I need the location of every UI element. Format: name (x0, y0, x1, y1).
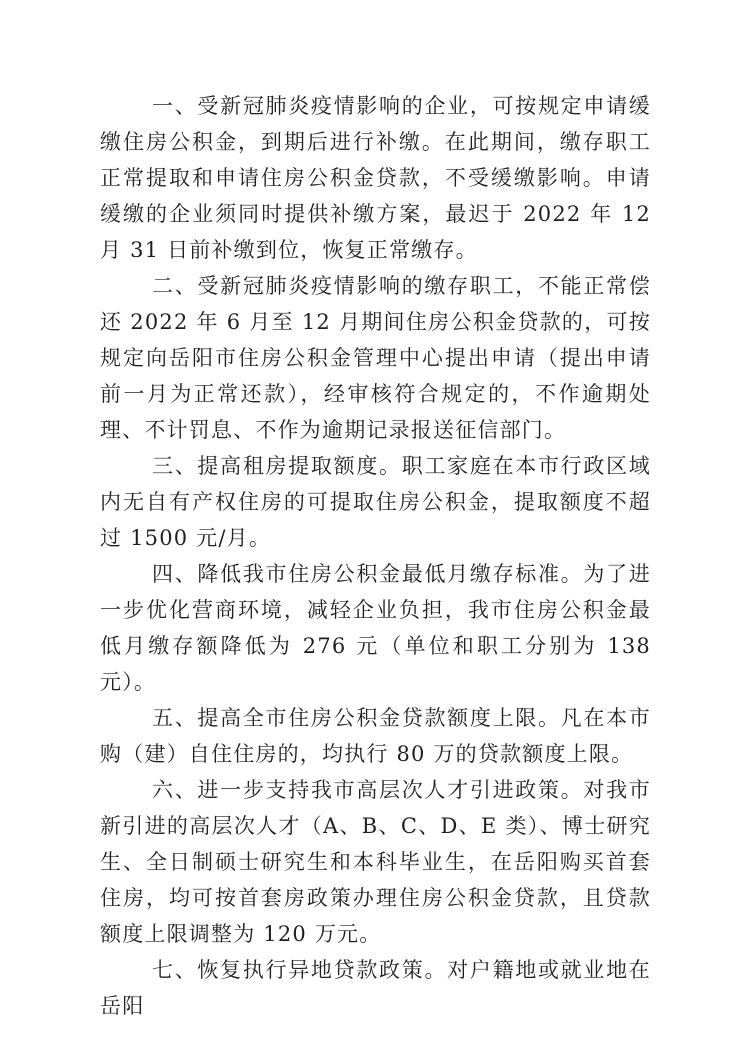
document-body (100, 88, 651, 1024)
paragraph-2: 二、受新冠肺炎疫情影响的缴存职工，不能正常偿还 2022 年 6 月至 12 月期间住房公积金贷款的，可按规定向岳阳市住房公积金管理中心提出申请（提出申请前一月为正常还款），经审核符合规定的，不作逾期处理、不计罚息、不作为逾期记录报送征信部门。 (100, 274, 651, 442)
paragraph-3: 三、提高租房提取额度。职工家庭在本市行政区域内无自有产权住房的可提取住房公积金，提取额度不超过 1500 元/月。 (100, 454, 651, 550)
paragraph-5: 五、提高全市住房公积金贷款额度上限。凡在本市购（建）自住住房的，均执行 80 万的贷款额度上限。 (100, 706, 651, 766)
paragraph-6: 六、进一步支持我市高层次人才引进政策。对我市新引进的高层次人才（A、B、C、D、E 类）、博士研究生、全日制硕士研究生和本科毕业生，在岳阳购买首套住房，均可按首套房政策办理住房公积金贷款，且贷款额度上限调整为 120 万元。 (100, 778, 651, 946)
paragraph-1: 一、受新冠肺炎疫情影响的企业，可按规定申请缓缴住房公积金，到期后进行补缴。在此期间，缴存职工正常提取和申请住房公积金贷款，不受缓缴影响。申请缓缴的企业须同时提供补缴方案，最迟于 2022 年 12 月 31 日前补缴到位，恢复正常缴存。 (100, 94, 651, 262)
paragraph-7: 七、恢复执行异地贷款政策。对户籍地或就业地在岳阳 (100, 958, 651, 1018)
paragraph-4: 四、降低我市住房公积金最低月缴存标准。为了进一步优化营商环境，减轻企业负担，我市住房公积金最低月缴存额降低为 276 元（单位和职工分别为 138 元）。 (100, 562, 651, 694)
